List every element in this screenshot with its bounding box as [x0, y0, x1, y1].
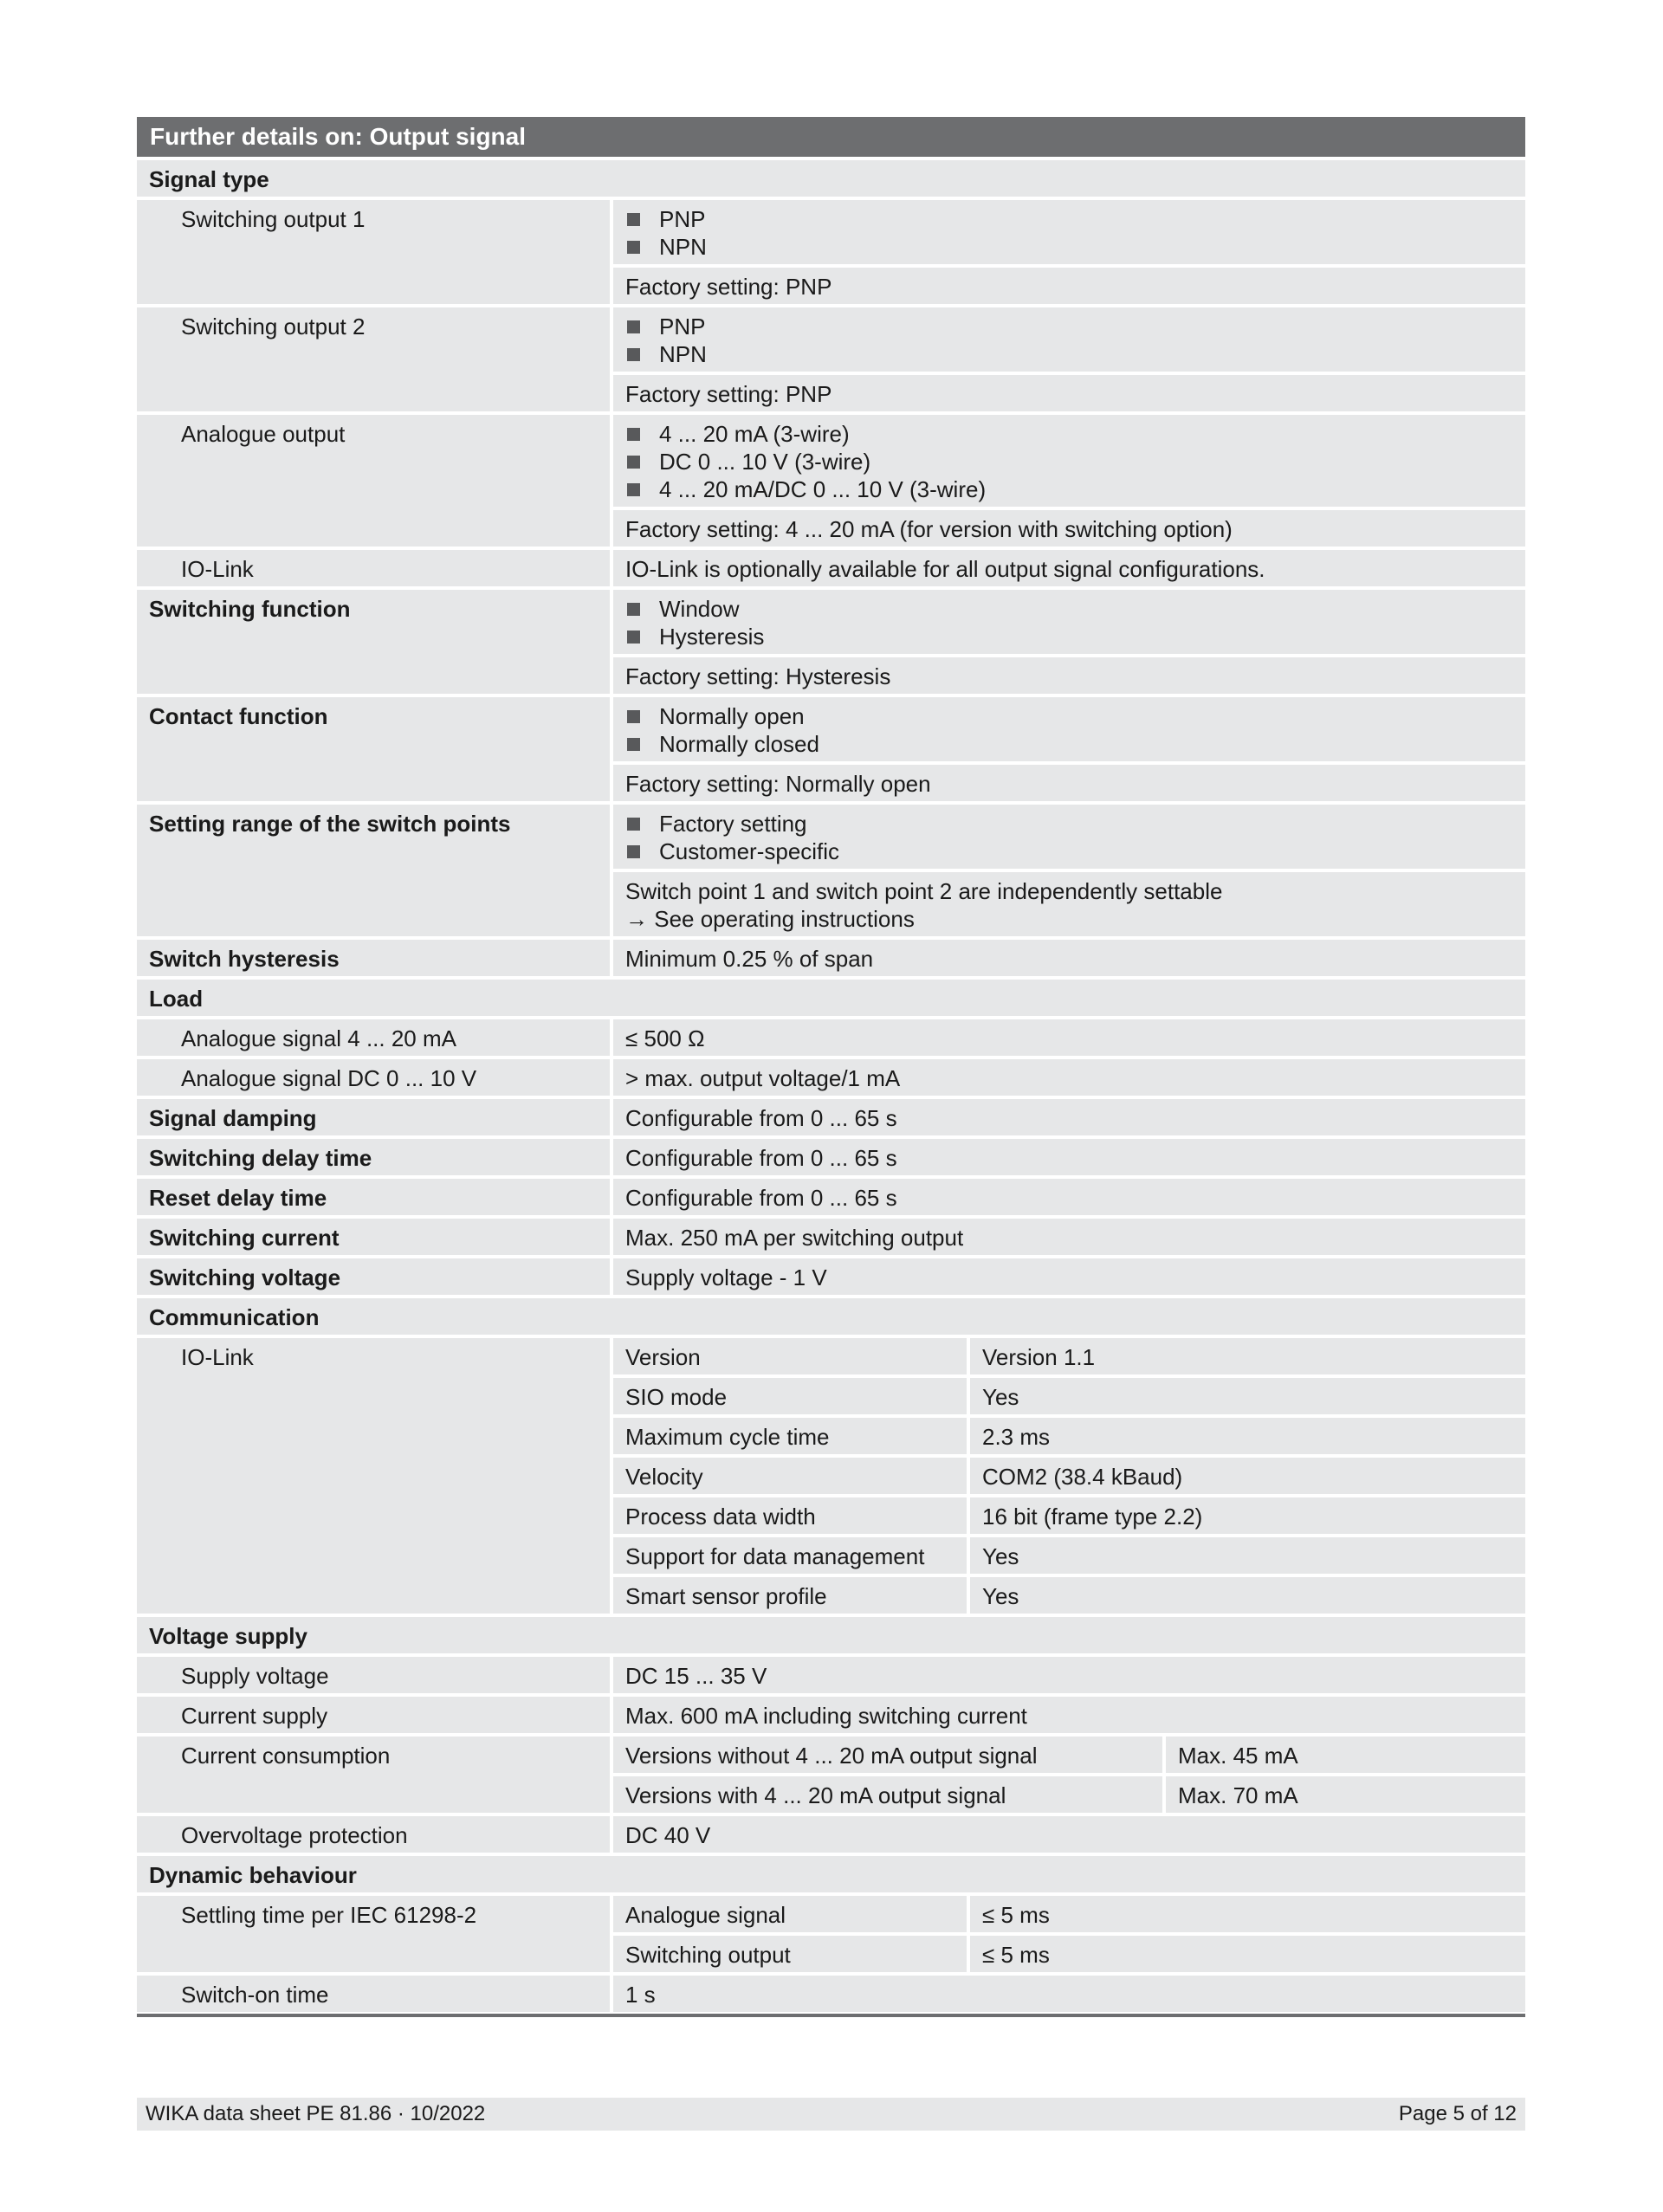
footer-page-number: Page 5 of 12 [1398, 2102, 1517, 2125]
label-reset-delay: Reset delay time [137, 1179, 610, 1215]
label-switching-output-1: Switching output 1 [137, 200, 610, 304]
label-switch-on-time: Switch-on time [137, 1976, 610, 2012]
row-switching-output-1 [137, 200, 1525, 304]
value-signal-damping: Configurable from 0 ... 65 s [613, 1099, 1525, 1135]
table-row [613, 1497, 1525, 1534]
label-switching-current: Switching current [137, 1219, 610, 1255]
consumption-value: Max. 45 mA [1166, 1737, 1525, 1773]
row-contact-function [137, 697, 1525, 801]
iolink-param-key: SIO mode [613, 1378, 967, 1414]
label-switch-hysteresis: Switch hysteresis [137, 940, 610, 976]
list-item: Customer-specific [625, 838, 1513, 865]
list-item: 4 ... 20 mA (3-wire) [625, 420, 1513, 448]
value-load-ma: ≤ 500 Ω [613, 1019, 1525, 1056]
label-supply-voltage: Supply voltage [137, 1657, 610, 1693]
value-switch-on-time: 1 s [613, 1976, 1525, 2012]
value-iolink: IO-Link is optionally available for all output signal configurations. [613, 550, 1525, 586]
row-settling-time [137, 1896, 1525, 1972]
label-overvoltage: Overvoltage protection [137, 1816, 610, 1853]
section-load: Load [137, 980, 1525, 1016]
list-item: PNP [625, 313, 1513, 340]
iolink-param-key: Maximum cycle time [613, 1418, 967, 1454]
iolink-param-value: Version 1.1 [970, 1338, 1525, 1374]
label-switching-output-2: Switching output 2 [137, 307, 610, 411]
bullet-icon [627, 320, 640, 333]
list-item: Factory setting [625, 810, 1513, 838]
bullet-icon [627, 710, 640, 723]
list-item: Normally open [625, 702, 1513, 730]
row-overvoltage [137, 1816, 1525, 1853]
label-contact-function: Contact function [137, 697, 610, 801]
row-load-analogue-v [137, 1059, 1525, 1096]
row-switching-voltage [137, 1258, 1525, 1295]
table-header: Further details on: Output signal [137, 117, 1525, 157]
label-current-supply: Current supply [137, 1697, 610, 1733]
consumption-key: Versions without 4 ... 20 mA output signal [613, 1737, 1162, 1773]
label-comm-iolink: IO-Link [137, 1338, 610, 1614]
row-analogue-output [137, 415, 1525, 547]
bullet-icon [627, 631, 640, 644]
list-item: DC 0 ... 10 V (3-wire) [625, 448, 1513, 475]
label-iolink: IO-Link [137, 550, 610, 586]
label-switching-function: Switching function [137, 590, 610, 694]
iolink-param-value: Yes [970, 1577, 1525, 1614]
label-load-v: Analogue signal DC 0 ... 10 V [137, 1059, 610, 1096]
label-setting-range: Setting range of the switch points [137, 805, 610, 936]
iolink-param-value: Yes [970, 1378, 1525, 1414]
page-footer [137, 2098, 1525, 2131]
value-switch-hysteresis: Minimum 0.25 % of span [613, 940, 1525, 976]
table-row [613, 1378, 1525, 1414]
row-supply-voltage [137, 1657, 1525, 1693]
value-current-supply: Max. 600 mA including switching current [613, 1697, 1525, 1733]
iolink-param-key: Support for data management [613, 1537, 967, 1574]
value-switching-current: Max. 250 mA per switching output [613, 1219, 1525, 1255]
consumption-key: Versions with 4 ... 20 mA output signal [613, 1776, 1162, 1813]
iolink-param-value: COM2 (38.4 kBaud) [970, 1458, 1525, 1494]
footer-doc-id: WIKA data sheet PE 81.86 · 10/2022 [146, 2102, 486, 2125]
bullet-icon [627, 603, 640, 616]
bullet-icon [627, 348, 640, 361]
value-load-v: > max. output voltage/1 mA [613, 1059, 1525, 1096]
label-current-consumption: Current consumption [137, 1737, 610, 1813]
row-current-supply [137, 1697, 1525, 1733]
row-iolink-signal [137, 550, 1525, 586]
list-item: PNP [625, 205, 1513, 233]
value-supply-voltage: DC 15 ... 35 V [613, 1657, 1525, 1693]
row-current-consumption [137, 1737, 1525, 1813]
bullet-icon [627, 483, 640, 496]
label-load-ma: Analogue signal 4 ... 20 mA [137, 1019, 610, 1056]
label-switching-voltage: Switching voltage [137, 1258, 610, 1295]
factory-setting: Factory setting: PNP [613, 268, 1525, 304]
table-row [613, 1338, 1525, 1374]
section-voltage-supply: Voltage supply [137, 1617, 1525, 1653]
list-item: NPN [625, 233, 1513, 261]
bullet-icon [627, 241, 640, 254]
row-switching-function [137, 590, 1525, 694]
value-switching-delay: Configurable from 0 ... 65 s [613, 1139, 1525, 1175]
bullet-icon [627, 456, 640, 469]
iolink-param-key: Velocity [613, 1458, 967, 1494]
table-row [613, 1458, 1525, 1494]
settling-key: Analogue signal [613, 1896, 967, 1932]
row-switching-current [137, 1219, 1525, 1255]
bullet-icon [627, 428, 640, 441]
row-signal-damping [137, 1099, 1525, 1135]
table-row [613, 1418, 1525, 1454]
bullet-icon [627, 213, 640, 226]
consumption-value: Max. 70 mA [1166, 1776, 1525, 1813]
bullet-icon [627, 818, 640, 831]
section-communication: Communication [137, 1298, 1525, 1335]
label-settling-time: Settling time per IEC 61298-2 [137, 1896, 610, 1972]
label-analogue-output: Analogue output [137, 415, 610, 547]
settling-value: ≤ 5 ms [970, 1936, 1525, 1972]
spec-table [137, 117, 1525, 2017]
list-item: Normally closed [625, 730, 1513, 758]
row-reset-delay [137, 1179, 1525, 1215]
row-switch-hysteresis [137, 940, 1525, 976]
list-item: Window [625, 595, 1513, 623]
note-text: Switch point 1 and switch point 2 are independently settable [625, 878, 1223, 904]
value-switching-voltage: Supply voltage - 1 V [613, 1258, 1525, 1295]
table-row [613, 1577, 1525, 1614]
value-reset-delay: Configurable from 0 ... 65 s [613, 1179, 1525, 1215]
row-switching-output-2 [137, 307, 1525, 411]
table-row [613, 1537, 1525, 1574]
settling-value: ≤ 5 ms [970, 1896, 1525, 1932]
label-switching-delay: Switching delay time [137, 1139, 610, 1175]
factory-setting: Factory setting: 4 ... 20 mA (for version with switching option) [613, 510, 1525, 547]
table-bottom-rule [137, 2014, 1525, 2017]
row-communication-iolink [137, 1338, 1525, 1614]
list-item: Hysteresis [625, 623, 1513, 650]
note-text: → See operating instructions [625, 906, 915, 932]
iolink-param-value: Yes [970, 1537, 1525, 1574]
bullet-icon [627, 845, 640, 858]
bullet-icon [627, 738, 640, 751]
iolink-param-key: Version [613, 1338, 967, 1374]
row-switch-on-time [137, 1976, 1525, 2012]
iolink-param-key: Process data width [613, 1497, 967, 1534]
iolink-param-key: Smart sensor profile [613, 1577, 967, 1614]
factory-setting: Factory setting: PNP [613, 375, 1525, 411]
list-item: NPN [625, 340, 1513, 368]
row-setting-range [137, 805, 1525, 936]
label-signal-damping: Signal damping [137, 1099, 610, 1135]
row-load-analogue-ma [137, 1019, 1525, 1056]
value-overvoltage: DC 40 V [613, 1816, 1525, 1853]
list-item: 4 ... 20 mA/DC 0 ... 10 V (3-wire) [625, 475, 1513, 503]
section-signal-type: Signal type [137, 160, 1525, 197]
iolink-param-value: 2.3 ms [970, 1418, 1525, 1454]
settling-key: Switching output [613, 1936, 967, 1972]
iolink-param-value: 16 bit (frame type 2.2) [970, 1497, 1525, 1534]
section-dynamic: Dynamic behaviour [137, 1856, 1525, 1892]
row-switching-delay [137, 1139, 1525, 1175]
factory-setting: Factory setting: Hysteresis [613, 657, 1525, 694]
factory-setting: Factory setting: Normally open [613, 765, 1525, 801]
